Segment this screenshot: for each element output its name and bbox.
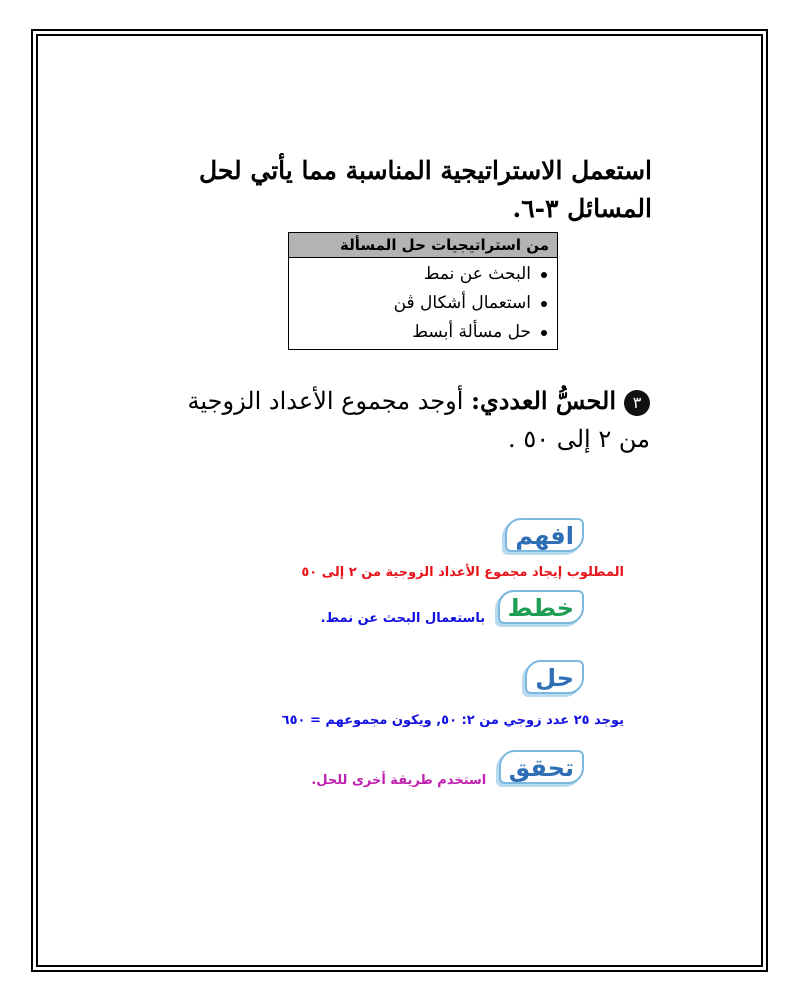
step-check-row <box>311 750 584 788</box>
tag-check: تحقق <box>499 750 584 784</box>
problem-line-1 <box>188 382 650 420</box>
step-solve-tag-row <box>525 660 584 694</box>
strategies-header: من استراتيجيات حل المسألة <box>289 233 557 258</box>
instruction-line-1: استعمل الاستراتيجية المناسبة مما يأتي لحل <box>198 156 652 185</box>
problem-title: الحسُّ العددي: <box>471 386 616 415</box>
step-plan-text: باستعمال البحث عن نمط. <box>320 611 486 626</box>
tag-understand: افهم <box>505 518 584 552</box>
step-understand-text: المطلوب إيجاد مجموع الأعداد الزوجية من ٢ إلى ٥٠ <box>301 565 624 580</box>
problem-text-1: أوجد مجموع الأعداد الزوجية <box>187 387 464 415</box>
instruction-text <box>199 152 652 228</box>
bullet-icon <box>541 272 547 278</box>
strategies-box <box>288 232 558 350</box>
tag-solve: حل <box>525 660 584 694</box>
problem-statement <box>188 382 650 458</box>
list-item: حل مسألة أبسط <box>289 318 547 347</box>
list-item: استعمال أشكال ڤن <box>289 289 547 318</box>
bullet-icon <box>541 301 547 307</box>
problem-line-2: من ٢ إلى ٥٠ . <box>508 425 650 453</box>
step-plan-row <box>321 590 584 626</box>
problem-number-badge: ٣ <box>624 390 650 416</box>
strategies-list <box>289 258 557 347</box>
list-item: البحث عن نمط <box>289 260 547 289</box>
step-solve-text: يوجد ٢٥ عدد زوجي من ٢: ٥٠, ويكون مجموعهم = ٦٥٠ <box>281 713 624 728</box>
step-check-text: استخدم طريقة أخرى للحل. <box>311 773 487 788</box>
bullet-icon <box>541 330 547 336</box>
instruction-line-2: المسائل ٣-٦. <box>512 194 652 223</box>
step-understand-tag-row <box>505 518 584 552</box>
tag-plan: خطط <box>498 590 584 624</box>
